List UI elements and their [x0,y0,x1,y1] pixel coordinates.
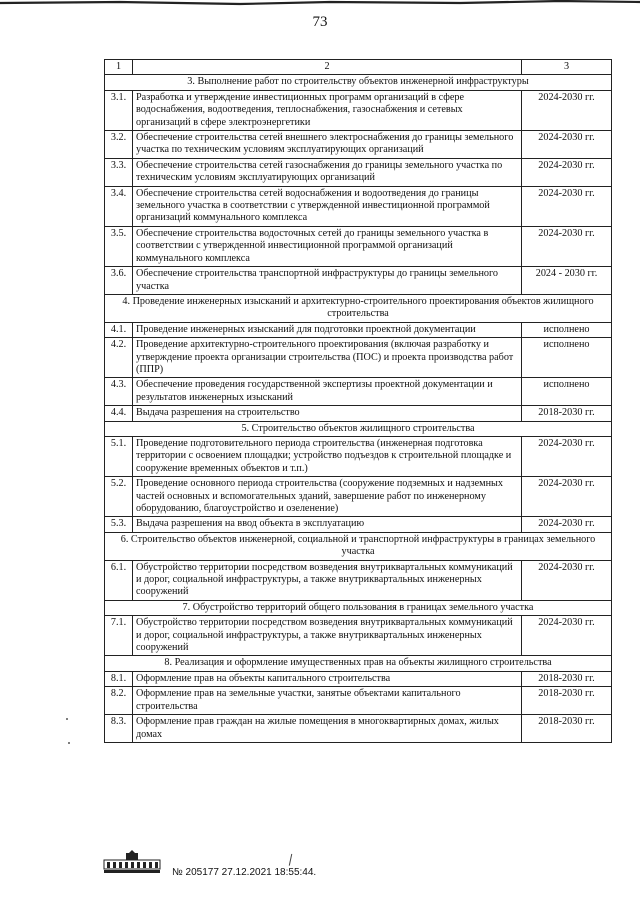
item-deadline: 2024-2030 гг. [522,226,612,266]
item-deadline: исполнено [522,338,612,378]
item-description: Проведение основного периода строительства (сооружение подземных и надземных частей основных и вспомогательных зданий, завершение работ по инженерному оборудованию, благоустройство и озеленение) [133,477,522,517]
item-deadline: 2024-2030 гг. [522,158,612,186]
table-row [105,560,612,600]
section-header-row [105,532,612,560]
item-deadline: 2024-2030 гг. [522,436,612,476]
table-row [105,406,612,421]
item-number: 6.1. [105,560,133,600]
page-number: 73 [312,14,328,30]
item-description: Проведение подготовительного периода строительства (инженерная подготовка территории с освоением площадки; устройство подъездов к строительной площадке и сооружение временных объектов и т.п.) [133,436,522,476]
item-deadline: 2018-2030 гг. [522,687,612,715]
item-deadline: 2018-2030 гг. [522,671,612,686]
header-col-2: 2 [133,60,522,75]
item-description: Проведение архитектурно-строительного проектирования (включая разработку и утверждение проекта организации строительства (ПОС) и проекта производства работ (ППР) [133,338,522,378]
item-description: Обеспечение строительства водосточных сетей до границы земельного участка в соответствии с утвержденной инвестиционной программой организаций коммунального комплекса [133,226,522,266]
section-header-row [105,294,612,322]
item-number: 3.2. [105,131,133,159]
item-description: Проведение инженерных изысканий для подготовки проектной документации [133,322,522,337]
item-number: 5.3. [105,517,133,532]
item-number: 5.2. [105,477,133,517]
section-header-row [105,421,612,436]
table-row [105,322,612,337]
table-row [105,90,612,130]
item-number: 4.3. [105,378,133,406]
item-number: 5.1. [105,436,133,476]
table-row [105,226,612,266]
item-deadline: 2024-2030 гг. [522,517,612,532]
item-number: 4.2. [105,338,133,378]
item-deadline: 2024-2030 гг. [522,186,612,226]
item-description: Обеспечение строительства транспортной инфраструктуры до границы земельного участка [133,267,522,295]
table-row [105,715,612,743]
table-row [105,436,612,476]
table-row [105,158,612,186]
item-number: 3.1. [105,90,133,130]
table-row [105,477,612,517]
section-header-row [105,600,612,615]
item-number: 8.1. [105,671,133,686]
table-row [105,517,612,532]
item-deadline: 2024-2030 гг. [522,477,612,517]
scan-edge-line [0,0,640,8]
item-number: 3.4. [105,186,133,226]
item-deadline: 2024-2030 гг. [522,131,612,159]
section-title: 3. Выполнение работ по строительству объектов инженерной инфраструктуры [105,75,612,90]
section-title: 8. Реализация и оформление имущественных прав на объекты жилищного строительства [105,656,612,671]
item-deadline: исполнено [522,378,612,406]
item-description: Разработка и утверждение инвестиционных программ организаций в сфере водоснабжения, водоотведения, теплоснабжения, газоснабжения и сетевых организаций в сфере электроэнергетики [133,90,522,130]
item-number: 4.4. [105,406,133,421]
scan-speck [66,718,68,720]
table-row [105,338,612,378]
item-deadline: 2024-2030 гг. [522,616,612,656]
item-description: Выдача разрешения на строительство [133,406,522,421]
item-description: Обеспечение строительства сетей водоснабжения и водоотведения до границы земельного участка в соответствии с утвержденной инвестиционной программой организаций коммунального комплекса [133,186,522,226]
item-number: 3.5. [105,226,133,266]
item-description: Выдача разрешения на ввод объекта в эксплуатацию [133,517,522,532]
item-description: Обеспечение строительства сетей газоснабжения до границы земельного участка по техническим условиям эксплуатирующих организаций [133,158,522,186]
item-description: Оформление прав на объекты капитального строительства [133,671,522,686]
item-number: 8.3. [105,715,133,743]
table-row [105,267,612,295]
item-number: 4.1. [105,322,133,337]
section-title: 4. Проведение инженерных изысканий и архитектурно-строительного проектирования объектов жилищного строительства [105,294,612,322]
item-number: 7.1. [105,616,133,656]
table-row [105,687,612,715]
emblem-logo [102,850,162,874]
schedule-table [104,59,612,743]
item-deadline: 2024-2030 гг. [522,90,612,130]
item-number: 3.3. [105,158,133,186]
item-deadline: 2018-2030 гг. [522,715,612,743]
signature-mark [289,854,294,866]
table-row [105,131,612,159]
section-header-row [105,75,612,90]
item-number: 8.2. [105,687,133,715]
section-title: 7. Обустройство территорий общего пользования в границах земельного участка [105,600,612,615]
item-description: Обустройство территории посредством возведения внутриквартальных коммуникаций и дорог, социальной инфраструктуры, а также внутриквартальных инженерных сооружений [133,560,522,600]
table-header-row [105,60,612,75]
item-deadline: 2024 - 2030 гг. [522,267,612,295]
table-row [105,378,612,406]
header-col-3: 3 [522,60,612,75]
item-description: Обустройство территории посредством возведения внутриквартальных коммуникаций и дорог, социальной инфраструктуры, а также внутриквартальных инженерных сооружений [133,616,522,656]
table-row [105,616,612,656]
table-row [105,186,612,226]
section-header-row [105,656,612,671]
item-deadline: исполнено [522,322,612,337]
registration-stamp: № 205177 27.12.2021 18:55:44. [172,867,317,878]
item-description: Оформление прав граждан на жилые помещения в многоквартирных домах, жилых домах [133,715,522,743]
item-deadline: 2018-2030 гг. [522,406,612,421]
header-col-1: 1 [105,60,133,75]
document-footer [102,850,622,886]
item-description: Оформление прав на земельные участки, занятые объектами капитального строительства [133,687,522,715]
item-number: 3.6. [105,267,133,295]
item-description: Обеспечение строительства сетей внешнего электроснабжения до границы земельного участка по техническим условиям эксплуатирующих организаций [133,131,522,159]
item-description: Обеспечение проведения государственной экспертизы проектной документации и результатов инженерных изысканий [133,378,522,406]
scan-speck [68,742,70,744]
item-deadline: 2024-2030 гг. [522,560,612,600]
section-title: 5. Строительство объектов жилищного строительства [105,421,612,436]
table-row [105,671,612,686]
section-title: 6. Строительство объектов инженерной, социальной и транспортной инфраструктуры в границах земельного участка [105,532,612,560]
